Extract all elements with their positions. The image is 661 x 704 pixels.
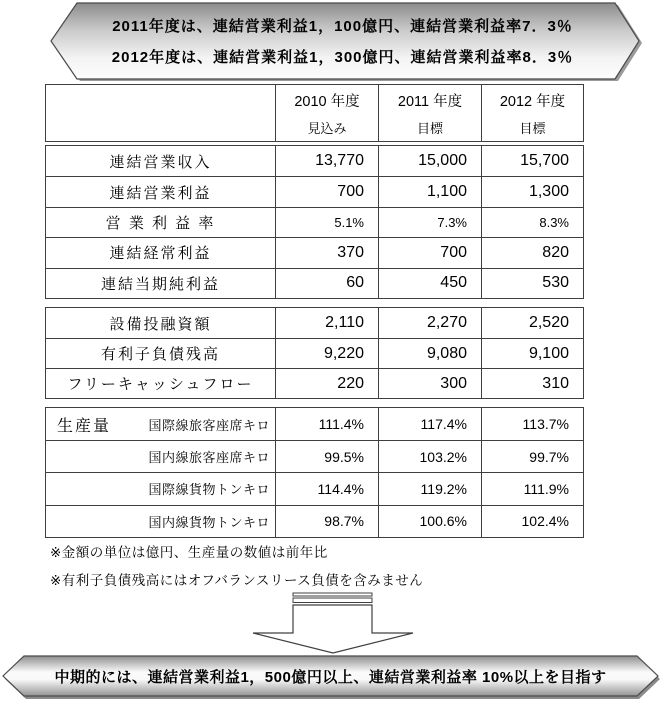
production-value-cell: 100.6% [378, 505, 481, 537]
arrow-stripe-2 [293, 598, 372, 603]
value-cell: 15,000 [378, 146, 481, 176]
value-cell: 8.3% [481, 207, 583, 237]
row-label: 連結当期純利益 [46, 268, 275, 298]
production-value-cell: 117.4% [378, 408, 481, 440]
row-label: フリーキャッシュフロー [46, 368, 275, 398]
production-value-cell: 119.2% [378, 472, 481, 504]
value-cell: 370 [275, 237, 378, 267]
arrow-stripe-1 [293, 593, 372, 596]
value-cell: 9,080 [378, 338, 481, 368]
header-year-label: 2011 年度 [397, 93, 463, 110]
financial-table-block-1 [45, 145, 584, 299]
header-year-label: 2010 年度 [294, 93, 360, 110]
header-sub-label: 目標 [416, 120, 443, 136]
header-sub-label: 目標 [519, 120, 546, 136]
header-year-cell [378, 85, 481, 141]
production-value-cell: 113.7% [481, 408, 583, 440]
table-header [45, 84, 584, 142]
row-label: 設備投融資額 [109, 315, 212, 333]
value-cell: 1,300 [481, 176, 583, 206]
row-label: 有利子負債残高 [46, 338, 275, 368]
production-value-cell: 99.7% [481, 440, 583, 472]
row-label: 連結営業収入 [109, 153, 212, 171]
value-cell: 9,100 [481, 338, 583, 368]
header-corner-cell [46, 85, 275, 141]
value-cell: 13,770 [275, 146, 378, 176]
production-value-cell: 98.7% [275, 505, 378, 537]
row-label: 連結経常利益 [46, 237, 275, 267]
value-cell: 5.1% [275, 207, 378, 237]
production-value-cell: 99.5% [275, 440, 378, 472]
header-sub-label: 見込み [307, 120, 347, 136]
production-value-cell: 114.4% [275, 472, 378, 504]
value-cell: 2,110 [275, 308, 378, 338]
row-label: 営 業 利 益 率 [46, 207, 275, 237]
value-cell: 700 [275, 176, 378, 206]
value-cell: 2,270 [378, 308, 481, 338]
value-cell: 450 [378, 268, 481, 298]
production-value-cell: 103.2% [378, 440, 481, 472]
production-value-cell: 102.4% [481, 505, 583, 537]
production-group-label: 生産量 [57, 417, 112, 435]
value-cell: 2,520 [481, 308, 583, 338]
production-label-cell [46, 408, 275, 440]
footnote-1: ※金額の単位は億円、生産量の数値は前年比 [50, 545, 328, 560]
row-label: 連結営業利益 [46, 176, 275, 206]
value-cell: 60 [275, 268, 378, 298]
value-cell: 310 [481, 368, 583, 398]
top-banner-line-1: 2011年度は、連結営業利益1，100億円、連結営業利益率7．3％ [112, 18, 573, 35]
header-year-cell [481, 85, 583, 141]
production-row-label: 国内線貨物トンキロ [46, 505, 275, 537]
value-cell: 9,220 [275, 338, 378, 368]
header-year-cell [275, 85, 378, 141]
value-cell: 1,100 [378, 176, 481, 206]
production-value-cell: 111.4% [275, 408, 378, 440]
production-table [45, 407, 584, 538]
value-cell: 7.3% [378, 207, 481, 237]
top-banner-line-2: 2012年度は、連結営業利益1，300億円、連結営業利益率8．3％ [111, 49, 574, 66]
footnote-2: ※有利子負債残高にはオフバランスリース負債を含みません [50, 573, 424, 588]
value-cell: 530 [481, 268, 583, 298]
financial-table-block-2 [45, 307, 584, 399]
value-cell: 700 [378, 237, 481, 267]
value-cell: 220 [275, 368, 378, 398]
value-cell: 300 [378, 368, 481, 398]
top-banner-text [70, 6, 615, 76]
header-year-label: 2012 年度 [499, 93, 566, 110]
arrow-body [253, 605, 413, 653]
production-row-label: 国際線貨物トンキロ [46, 472, 275, 504]
value-cell: 820 [481, 237, 583, 267]
bottom-banner-text: 中期的には、連結営業利益1，500億円以上、連結営業利益率 10%以上を目指す [54, 668, 607, 686]
production-row-label: 国内線旅客座席キロ [46, 440, 275, 472]
production-row-label: 国際線旅客座席キロ [148, 417, 270, 433]
value-cell: 15,700 [481, 146, 583, 176]
production-value-cell: 111.9% [481, 472, 583, 504]
